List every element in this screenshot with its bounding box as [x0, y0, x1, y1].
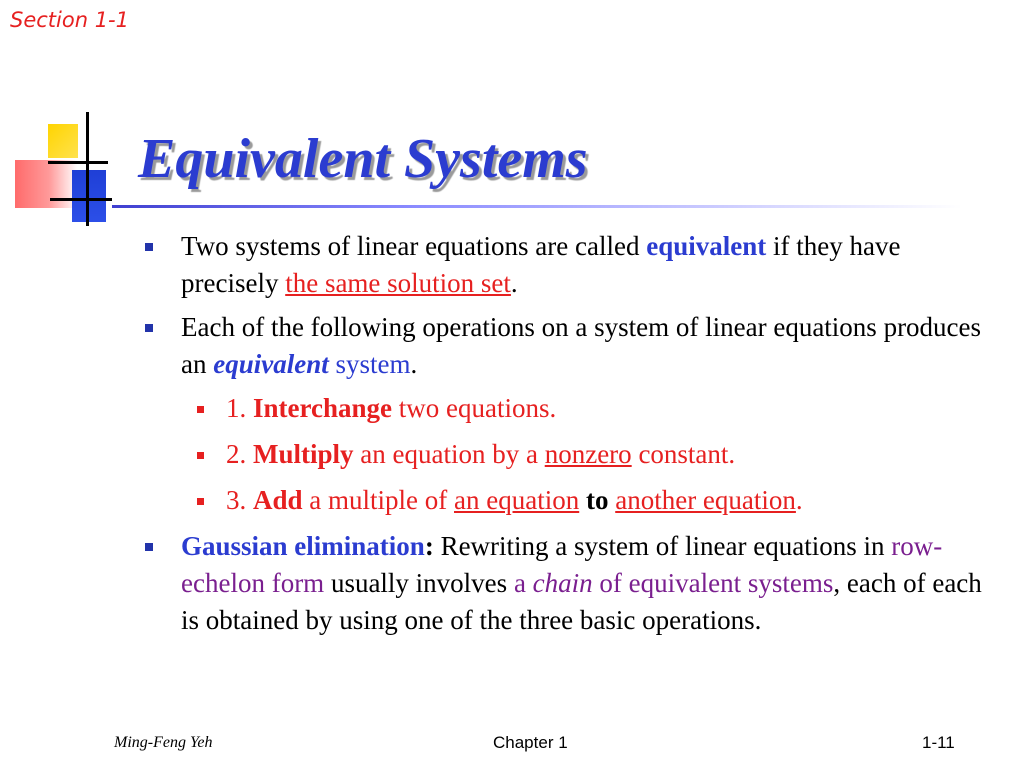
operation-keyword: Add	[253, 485, 303, 515]
section-label: Section 1-1	[10, 8, 129, 32]
operation-keyword: Multiply	[253, 439, 354, 469]
footer-chapter: Chapter 1	[493, 733, 568, 752]
footer-page-number: 1-11	[922, 733, 955, 752]
keyword-gaussian-elimination: Gaussian elimination	[181, 531, 425, 561]
logo-yellow-square	[48, 124, 78, 158]
text-run: Two systems of linear equations are called	[181, 231, 647, 261]
slide-content	[145, 228, 995, 646]
operation-keyword: Interchange	[253, 393, 392, 423]
text-run: usually involves	[324, 568, 514, 598]
underlined-phrase: nonzero	[544, 439, 632, 469]
text-run: Each of the following operations on a system of linear equations produces an	[181, 312, 982, 379]
text-run: :	[424, 531, 434, 561]
bullet-item-operations	[145, 309, 995, 383]
text-run: a	[513, 568, 533, 598]
sub-bullet-add	[145, 482, 995, 519]
square-bullet-icon	[197, 406, 204, 413]
square-bullet-icon	[197, 498, 204, 505]
text-run: two equations.	[392, 393, 557, 423]
logo-blue-square	[72, 170, 106, 222]
slide-title: Equivalent Systems	[138, 128, 588, 190]
text-run: .	[510, 268, 518, 298]
square-bullet-icon	[145, 324, 153, 332]
text-run: , each of each is obtained by using one of the three basic operations.	[181, 568, 982, 635]
phrase-equivalent-systems: of equivalent systems	[592, 568, 834, 598]
phrase-row-echelon-form: row-echelon form	[181, 531, 943, 598]
text-run: .	[410, 349, 418, 379]
keyword-to: to	[579, 485, 616, 515]
underlined-phrase: the same solution set	[285, 268, 511, 298]
footer-author: Ming-Feng Yeh	[114, 734, 213, 751]
sub-bullet-interchange	[145, 390, 995, 427]
sub-bullet-multiply	[145, 436, 995, 473]
square-bullet-icon	[197, 452, 204, 459]
logo-horizontal-line	[48, 161, 108, 164]
underlined-phrase: another equation	[615, 485, 796, 515]
square-bullet-icon	[145, 543, 153, 551]
keyword-chain: chain	[532, 568, 593, 598]
bullet-item-equivalent-definition	[145, 228, 995, 302]
decorative-logo	[0, 0, 150, 240]
operation-number: 3.	[226, 485, 253, 515]
square-bullet-icon	[145, 243, 153, 251]
text-run: system	[328, 349, 411, 379]
operation-number: 1.	[226, 393, 253, 423]
keyword-equivalent: equivalent	[646, 231, 767, 261]
underlined-phrase: an equation	[454, 485, 580, 515]
title-underline-rule	[112, 205, 962, 208]
bullet-item-gaussian-elimination	[145, 528, 995, 639]
text-run: constant.	[631, 439, 736, 469]
text-run: Rewriting a system of linear equations in	[433, 531, 892, 561]
keyword-equivalent: equivalent	[213, 349, 329, 379]
text-run: a multiple of	[302, 485, 454, 515]
text-run: an equation by a	[353, 439, 545, 469]
text-run: .	[795, 485, 803, 515]
logo-vertical-line	[86, 112, 89, 226]
text-run: if they have precisely	[181, 231, 901, 298]
operation-number: 2.	[226, 439, 253, 469]
logo-horizontal-line	[50, 198, 112, 201]
